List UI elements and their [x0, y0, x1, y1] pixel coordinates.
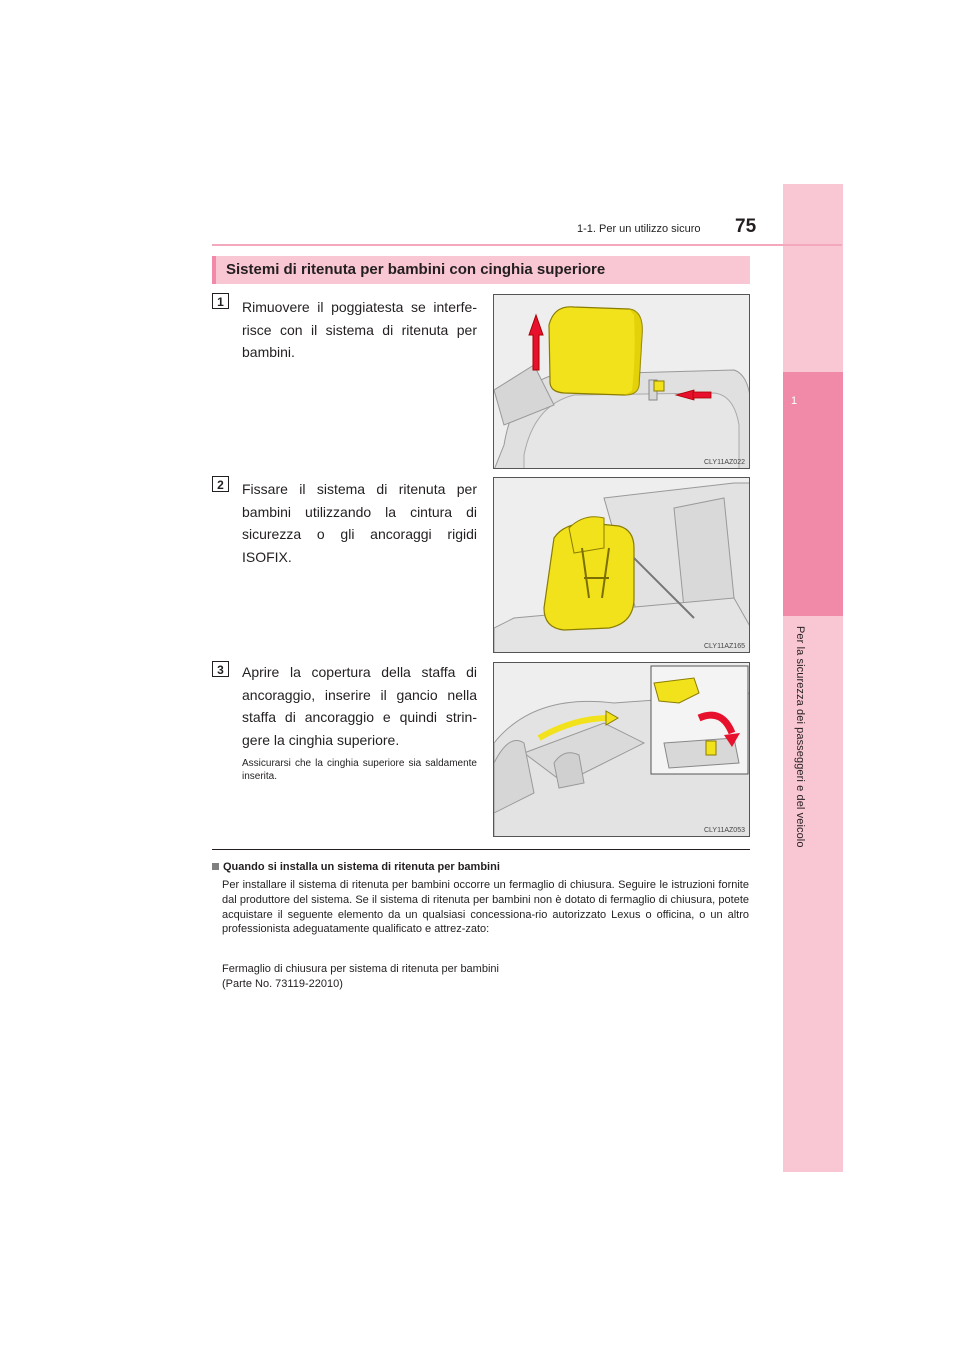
step-number-2: 2 [212, 476, 229, 492]
section-heading [212, 256, 750, 284]
step-text-1: Rimuovere il poggiatesta se interfe-risce con il sistema di ritenuta per bambini. [242, 299, 477, 360]
info-body: Per installare il sistema di ritenuta per bambini occorre un fermaglio di chiusura. Seguire le istruzioni fornite dal produttore del sistema. Se il sistema di ritenuta per bambini non è dotato di fermaglio di chiusura, potete acquistare il seguente elemento da un qualsiasi concessiona-rio autorizzato Lexus o officina, o un altro professionista adeguatamente qualificato e attrez-zato: [222, 879, 749, 936]
section-reference: 1-1. Per un utilizzo sicuro [577, 223, 701, 235]
info-heading [212, 861, 500, 873]
image-code: CLY11AZ165 [704, 643, 745, 650]
section-divider [212, 849, 750, 850]
headrest-removal-drawing [494, 295, 750, 469]
illustration-child-seat [493, 477, 750, 653]
header-rule [212, 244, 842, 246]
anchor-bracket-drawing [494, 663, 750, 837]
step-text-3: Aprire la copertura della staffa di ancoraggio, inserire il gancio nella staffa di ancoraggio e quindi strin-gere la cinghia superiore. [242, 664, 477, 748]
part-number: (Parte No. 73119-22010) [222, 977, 343, 990]
illustration-headrest [493, 294, 750, 469]
chapter-number-box [783, 372, 843, 616]
part-name: Fermaglio di chiusura per sistema di ritenuta per bambini [222, 963, 499, 975]
info-title: Quando si installa un sistema di ritenuta per bambini [223, 861, 500, 873]
chapter-title: Per la sicurezza dei passeggeri e del veicolo [794, 626, 806, 848]
square-bullet-icon [212, 863, 219, 870]
section-title: Sistemi di ritenuta per bambini con cinghia superiore [226, 261, 606, 278]
info-part [222, 962, 749, 992]
illustration-anchor-bracket [493, 662, 750, 837]
image-code: CLY11AZ053 [704, 827, 745, 834]
step-number-3: 3 [212, 661, 229, 677]
chapter-side-tab [783, 184, 843, 1172]
step-note-3: Assicurarsi che la cinghia superiore sia saldamente inserita. [242, 758, 477, 782]
chapter-number: 1 [790, 395, 798, 407]
child-seat-drawing [494, 478, 750, 653]
step-text-2: Fissare il sistema di ritenuta per bambini utilizzando la cintura di sicurezza o gli ancoraggi rigidi ISOFIX. [242, 481, 477, 565]
page-number: 75 [735, 216, 757, 237]
image-code: CLY11AZ022 [704, 459, 745, 466]
step-number-1: 1 [212, 293, 229, 309]
